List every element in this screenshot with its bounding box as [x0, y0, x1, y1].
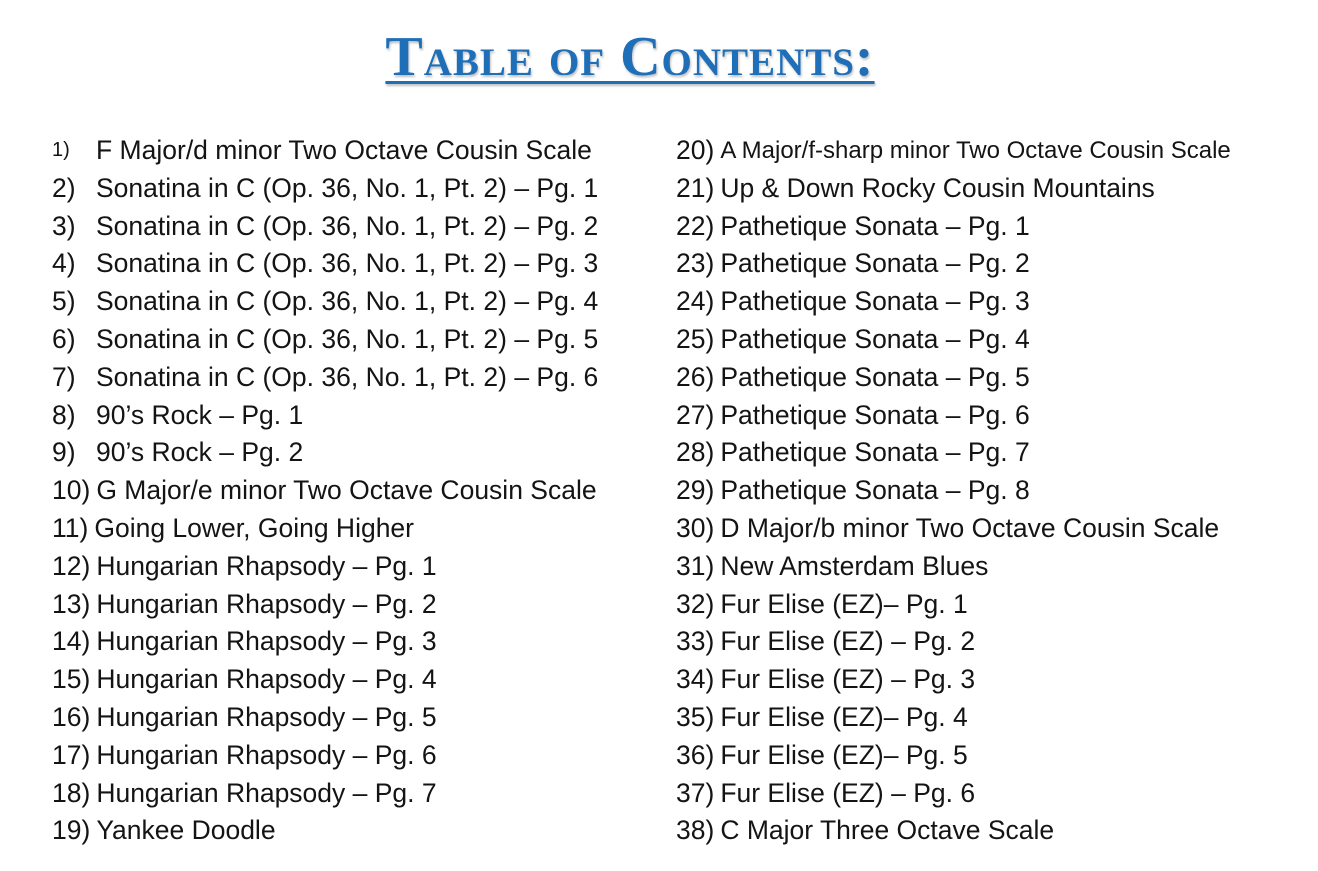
toc-item-number: 3)	[52, 210, 76, 241]
toc-item-29	[676, 472, 1306, 510]
toc-item-title: Hungarian Rhapsody – Pg. 6	[96, 739, 437, 770]
toc-item-number: 4)	[52, 248, 76, 279]
toc-item-title: 90’s Rock – Pg. 1	[96, 399, 304, 430]
toc-item-18	[52, 775, 652, 813]
toc-item-number: 27)	[676, 399, 715, 430]
toc-item-number: 12)	[52, 550, 91, 581]
toc-item-number: 26)	[676, 361, 715, 392]
toc-item-22	[676, 208, 1306, 246]
toc-item-21	[676, 170, 1306, 208]
toc-item-25	[676, 321, 1306, 359]
toc-item-number: 11)	[52, 512, 89, 543]
toc-item-19	[52, 812, 652, 850]
toc-item-title: A Major/f-sharp minor Two Octave Cousin Scale	[720, 137, 1231, 164]
toc-item-number: 31)	[676, 550, 715, 581]
toc-item-8	[52, 397, 652, 435]
toc-item-30	[676, 510, 1306, 548]
toc-item-number: 7)	[52, 361, 76, 392]
toc-item-24	[676, 283, 1306, 321]
toc-item-number: 38)	[676, 815, 715, 846]
toc-item-34	[676, 661, 1306, 699]
toc-item-28	[676, 434, 1306, 472]
toc-item-14	[52, 623, 652, 661]
toc-item-title: Hungarian Rhapsody – Pg. 4	[96, 664, 437, 695]
toc-item-number: 15)	[52, 664, 91, 695]
toc-item-number: 34)	[676, 664, 715, 695]
toc-item-title: F Major/d minor Two Octave Cousin Scale	[96, 135, 592, 165]
toc-item-number: 35)	[676, 701, 715, 732]
toc-item-title: Fur Elise (EZ) – Pg. 6	[720, 777, 976, 808]
toc-item-32	[676, 586, 1306, 624]
toc-item-6	[52, 321, 652, 359]
toc-item-title: Pathetique Sonata – Pg. 2	[720, 248, 1030, 279]
toc-item-number: 19)	[52, 815, 91, 846]
toc-item-7	[52, 359, 652, 397]
toc-item-title: Fur Elise (EZ)– Pg. 4	[720, 701, 968, 732]
toc-item-27	[676, 397, 1306, 435]
toc-item-title: Yankee Doodle	[96, 815, 276, 846]
toc-item-number: 2)	[52, 172, 76, 203]
toc-item-title: Sonatina in C (Op. 36, No. 1, Pt. 2) – Pg. 1	[96, 172, 599, 203]
toc-item-15	[52, 661, 652, 699]
toc-item-23	[676, 245, 1306, 283]
toc-item-title: Pathetique Sonata – Pg. 6	[720, 399, 1030, 430]
toc-item-3	[52, 208, 652, 246]
toc-item-12	[52, 548, 652, 586]
toc-item-title: Up & Down Rocky Cousin Mountains	[720, 172, 1155, 203]
page-title: Table of Contents:	[385, 26, 875, 88]
toc-item-number: 16)	[52, 701, 91, 732]
toc-item-number: 21)	[676, 172, 715, 203]
toc-item-title: Fur Elise (EZ)– Pg. 5	[720, 739, 968, 770]
toc-left-column	[52, 132, 652, 850]
toc-item-number: 6)	[52, 323, 76, 354]
toc-item-title: Hungarian Rhapsody – Pg. 5	[96, 701, 437, 732]
toc-item-number: 18)	[52, 777, 91, 808]
toc-item-number: 8)	[52, 399, 76, 430]
toc-item-number: 25)	[676, 323, 715, 354]
toc-item-title: Sonatina in C (Op. 36, No. 1, Pt. 2) – Pg. 6	[96, 361, 599, 392]
toc-item-16	[52, 699, 652, 737]
toc-item-33	[676, 623, 1306, 661]
toc-item-number: 17)	[52, 739, 91, 770]
toc-item-number: 30)	[676, 512, 715, 543]
toc-item-37	[676, 775, 1306, 813]
toc-item-number: 14)	[52, 626, 91, 657]
toc-item-title: Hungarian Rhapsody – Pg. 1	[96, 550, 437, 581]
toc-item-13	[52, 586, 652, 624]
toc-item-2	[52, 170, 652, 208]
toc-item-number: 37)	[676, 777, 715, 808]
toc-item-number: 22)	[676, 210, 715, 241]
toc-item-11	[52, 510, 652, 548]
toc-item-title: D Major/b minor Two Octave Cousin Scale	[720, 512, 1220, 543]
toc-item-number: 13)	[52, 588, 91, 619]
toc-item-title: C Major Three Octave Scale	[720, 815, 1055, 846]
toc-item-number: 1)	[52, 139, 70, 161]
toc-item-20	[676, 132, 1306, 170]
toc-right-column	[676, 132, 1306, 850]
toc-item-number: 28)	[676, 437, 715, 468]
toc-item-number: 33)	[676, 626, 715, 657]
toc-item-4	[52, 245, 652, 283]
toc-item-title: Pathetique Sonata – Pg. 8	[720, 475, 1030, 506]
toc-item-title: Fur Elise (EZ) – Pg. 3	[720, 664, 976, 695]
toc-item-title: Hungarian Rhapsody – Pg. 3	[96, 626, 437, 657]
toc-item-title: New Amsterdam Blues	[720, 550, 989, 581]
toc-item-title: Hungarian Rhapsody – Pg. 7	[96, 777, 437, 808]
toc-item-title: Pathetique Sonata – Pg. 1	[720, 210, 1030, 241]
toc-item-title: Sonatina in C (Op. 36, No. 1, Pt. 2) – Pg. 5	[96, 323, 599, 354]
toc-item-number: 20)	[676, 135, 715, 165]
toc-item-number: 32)	[676, 588, 715, 619]
toc-item-9	[52, 434, 652, 472]
toc-item-number: 5)	[52, 286, 76, 317]
toc-item-title: Pathetique Sonata – Pg. 7	[720, 437, 1030, 468]
toc-item-title: 90’s Rock – Pg. 2	[96, 437, 304, 468]
toc-item-5	[52, 283, 652, 321]
toc-item-number: 9)	[52, 437, 76, 468]
toc-item-title: Pathetique Sonata – Pg. 5	[720, 361, 1030, 392]
toc-item-number: 29)	[676, 475, 715, 506]
toc-item-title: Going Lower, Going Higher	[94, 512, 414, 543]
toc-item-36	[676, 737, 1306, 775]
toc-item-title: Sonatina in C (Op. 36, No. 1, Pt. 2) – Pg. 3	[96, 248, 599, 279]
toc-item-17	[52, 737, 652, 775]
toc-item-number: 23)	[676, 248, 715, 279]
toc-item-title: Fur Elise (EZ) – Pg. 2	[720, 626, 976, 657]
toc-item-number: 10)	[52, 475, 91, 506]
toc-item-title: Pathetique Sonata – Pg. 4	[720, 323, 1030, 354]
toc-item-1	[52, 132, 652, 170]
toc-item-10	[52, 472, 652, 510]
toc-item-38	[676, 812, 1306, 850]
toc-item-title: Hungarian Rhapsody – Pg. 2	[96, 588, 437, 619]
toc-item-title: Fur Elise (EZ)– Pg. 1	[720, 588, 968, 619]
toc-item-title: Sonatina in C (Op. 36, No. 1, Pt. 2) – Pg. 2	[96, 210, 599, 241]
toc-item-title: Pathetique Sonata – Pg. 3	[720, 286, 1030, 317]
toc-item-26	[676, 359, 1306, 397]
toc-item-title: G Major/e minor Two Octave Cousin Scale	[96, 475, 597, 506]
toc-item-number: 24)	[676, 286, 715, 317]
toc-item-35	[676, 699, 1306, 737]
toc-item-31	[676, 548, 1306, 586]
toc-item-number: 36)	[676, 739, 715, 770]
toc-item-title: Sonatina in C (Op. 36, No. 1, Pt. 2) – Pg. 4	[96, 286, 599, 317]
